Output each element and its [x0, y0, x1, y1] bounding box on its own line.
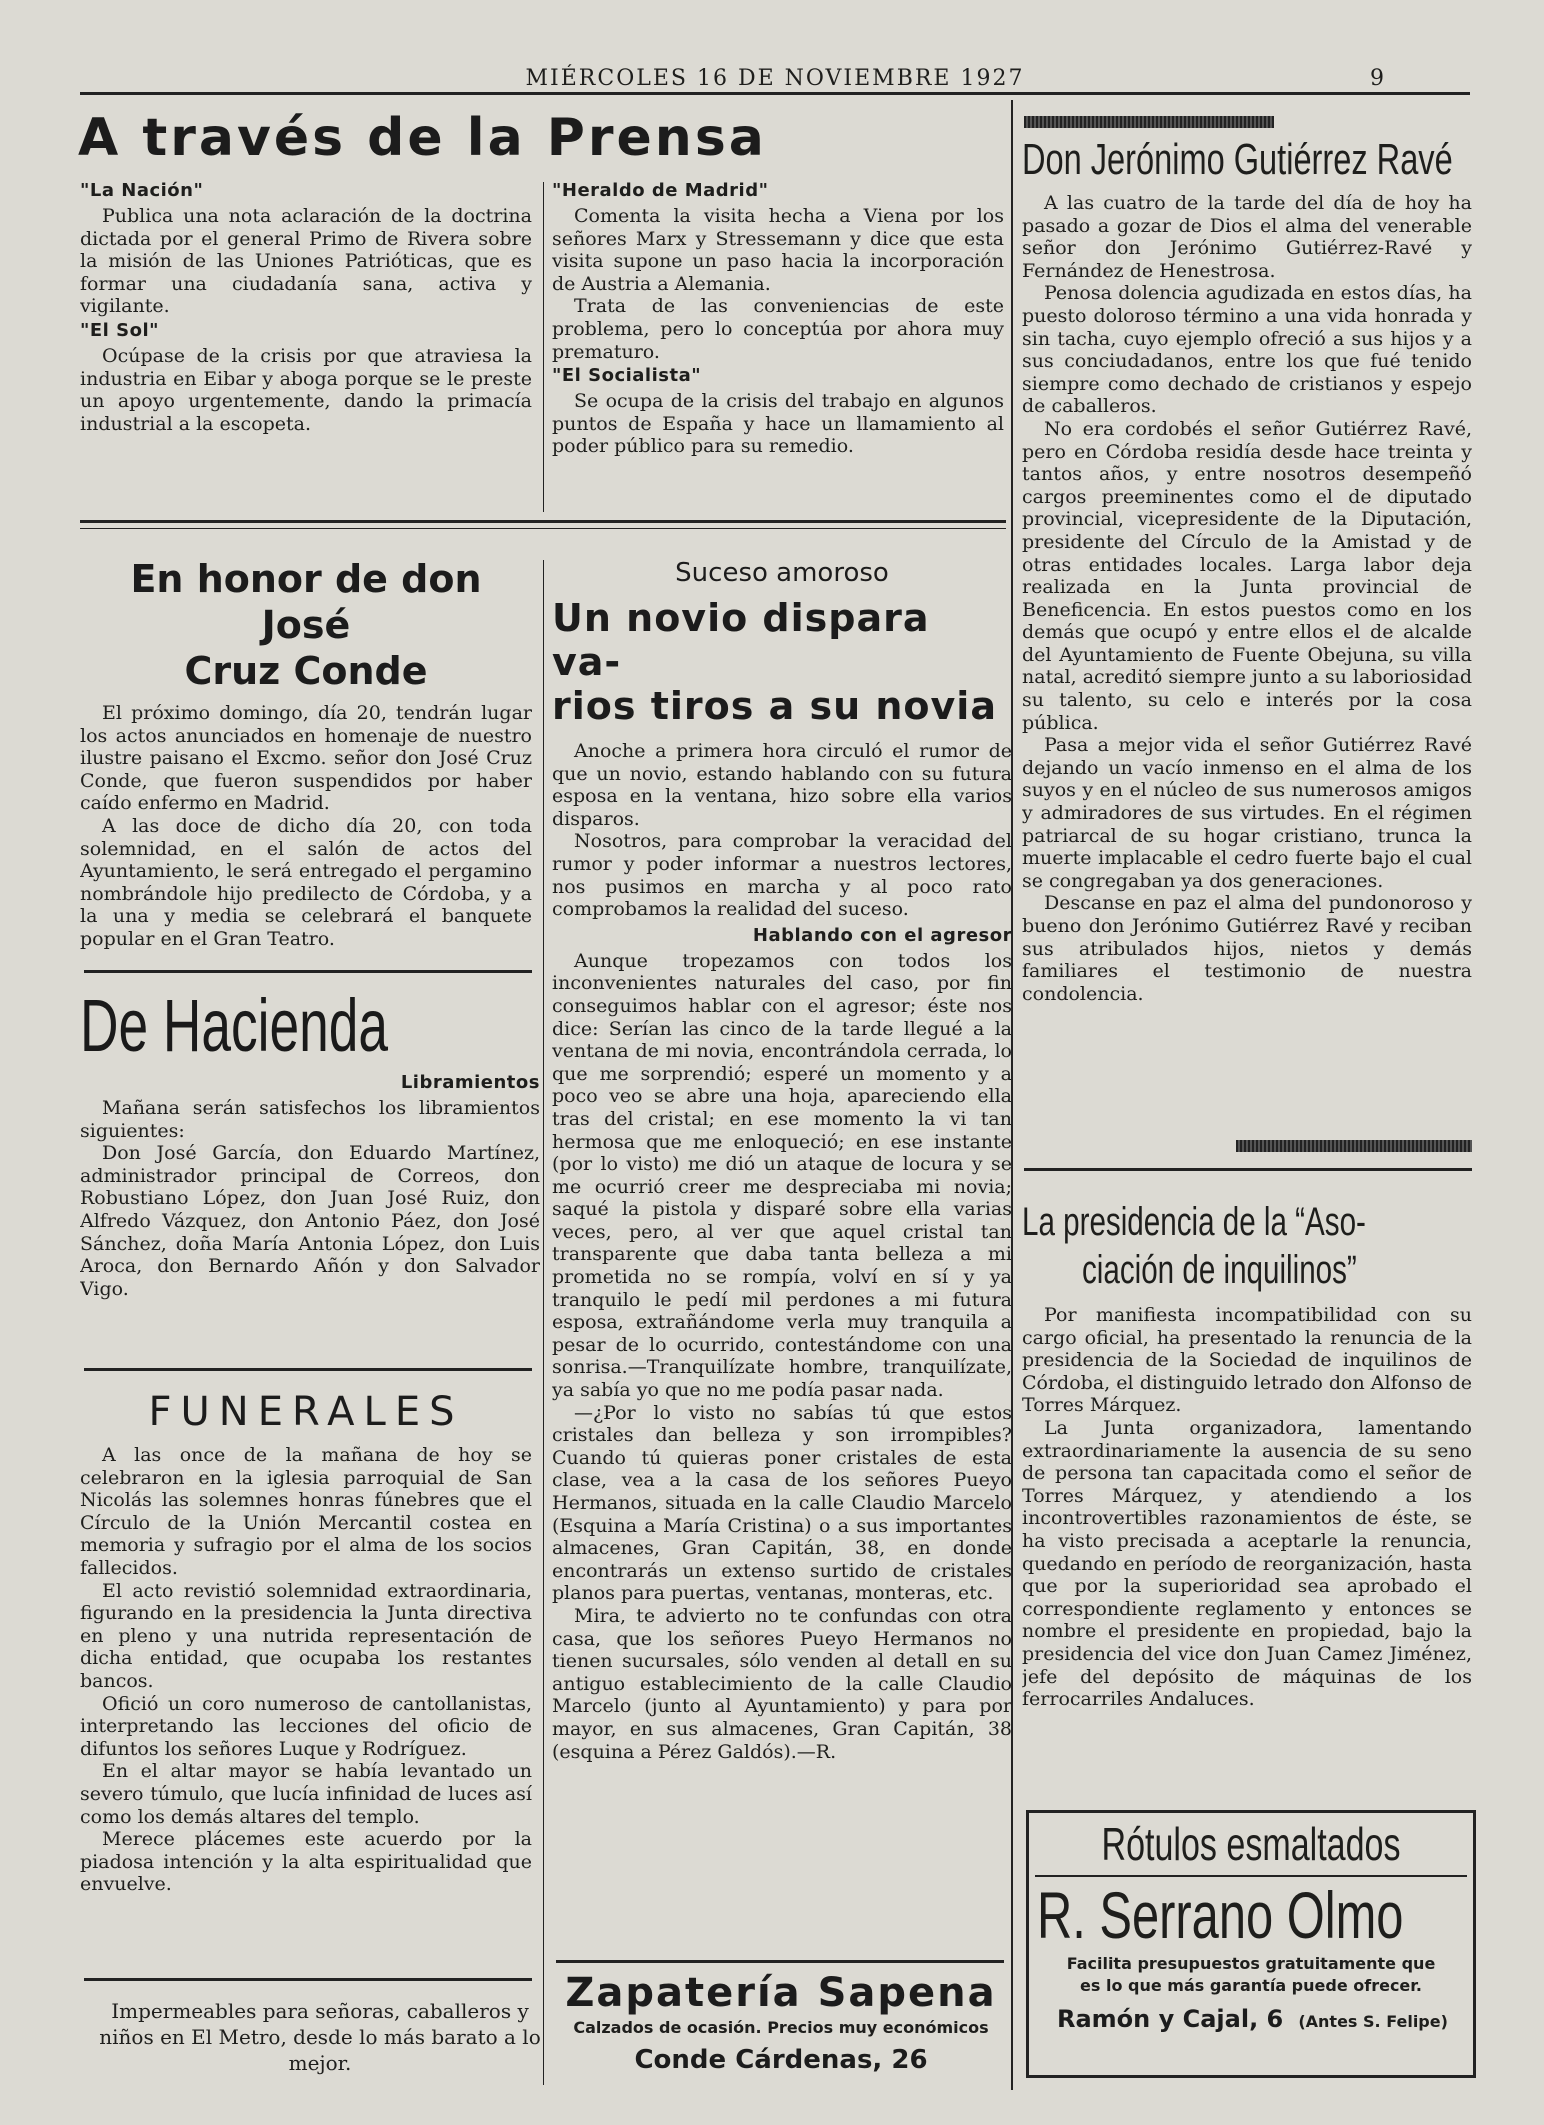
gutierrez-article — [1022, 134, 1472, 1124]
sol-text: Ocúpase de la crisis por que atraviesa la industria en Eibar y aboga porque se le preste un apoyo urgentemente, dando la primacía industrial a la escopeta. — [80, 344, 532, 435]
funerales-p2: El acto revistió solemnidad extraordinaria, figurando en la presidencia la Junta directiva en pleno y una nutrida representación de dicha entidad, que ocupaba los restantes bancos. — [80, 1579, 532, 1692]
page-number: 9 — [1370, 66, 1384, 91]
impermeables-text: Impermeables para señoras, caballeros y niños en El Metro, desde lo más barato a lo mejor. — [99, 1999, 541, 2075]
rotulos-address: Ramón y Cajal, 6 — [1057, 2005, 1284, 2033]
inquilinos-article — [1022, 1198, 1472, 1760]
gutierrez-p1: A las cuatro de la tarde del día de hoy ha pasado a gozar de Dios el alma del venerable señor don Jerónimo Gutiérrez-Ravé y Fernández de Henestrosa. — [1022, 192, 1472, 282]
masthead-rule — [80, 92, 1470, 95]
paper-name-socialista: "El Socialista" — [552, 365, 702, 387]
hacienda-p2: Don José García, don Eduardo Martínez, administrador principal de Correos, don Robustiano López, don Juan José Ruiz, don Alfredo Vázquez, don Antonio Páez, don José Sánchez, doña María Antonia López, don Luis Aroca, don Bernardo Añón y don Salvador Vigo. — [80, 1142, 540, 1300]
rotulos-address-row — [1029, 2005, 1473, 2033]
funerales-p4: En el altar mayor se había levantado un severo túmulo, que lucía infinidad de luces así como los demás altares del templo. — [80, 1760, 532, 1828]
prensa-title-block — [78, 108, 1008, 168]
gutierrez-end-bar — [1236, 1140, 1472, 1152]
suceso-p4: —¿Por lo visto no sabías tú que estos cristales dan belleza y son irrompibles? Cuando tú quieras poner cristales de esta clase, vea a la casa de los señores Pueyo Hermanos, situada en la calle Claudio Marcelo (Esquina a María Cristina) o a sus importantes almacenes, Gran Capitán, 38, en donde encontrarás un extenso surtido de cristales planos para puertas, ventanas, monteras, etc. — [552, 1401, 1012, 1605]
gutierrez-rule — [1024, 1168, 1472, 1171]
suceso-kicker: Suceso amoroso — [675, 558, 889, 588]
sapena-address: Conde Cárdenas, 26 — [634, 2045, 928, 2075]
prensa-right-column — [552, 178, 1004, 508]
funerales-p5: Merece plácemes este acuerdo por la piadosa intención y la alta espiritualidad que envuelve. — [80, 1828, 532, 1896]
gutierrez-decor-bar — [1024, 116, 1274, 128]
gutierrez-p3: No era cordobés el señor Gutiérrez Ravé, pero en Córdoba residía desde hace treinta y tantos años, y entre nosotros desempeñó cargos preeminentes como el de diputado provincial, vicepresidente de la Diputación, presidente del Círculo de la Amistad y de otras entidades locales. Larga labor deja realizada en la Junta provincial de Beneficencia. En estos puestos como en los demás que ocupó y entre ellos el de alcalde del Ayuntamiento de Fuente Obejuna, su villa natal, acreditó siempre junto a su laboriosidad su talento, su celo e interés por la cosa pública. — [1022, 417, 1472, 734]
suceso-p2: Nosotros, para comprobar la veracidad del rumor y poder informar a nuestros lectores, nos pusimos en marcha y al poco rato comprobamos la realidad del suceso. — [552, 830, 1012, 921]
suceso-article — [552, 556, 1012, 1966]
cruz-conde-rule — [84, 970, 532, 973]
paper-name-sol: "El Sol" — [80, 319, 159, 341]
funerales-title: FUNERALES — [148, 1389, 464, 1435]
column-divider-middle — [543, 560, 544, 2085]
prensa-title: A través de la Prensa — [78, 108, 767, 168]
inquilinos-p2: La Junta organizadora, lamentando extraordinariamente la ausencia de su seno de persona tan capacitada como el señor de Torres Márquez, y atendiendo a los incontrovertibles razonamientos de éste, se ha visto precisada a aceptarle la renuncia, quedando en período de reorganización, hasta que por la superioridad sea aprobado el correspondiente reglamento y entonces se nombre el presidente en propiedad, bajo la presidencia del vice don Juan Camez Jiménez, jefe del depósito de máquinas de los ferrocarriles Andaluces. — [1022, 1416, 1472, 1711]
heraldo-text-2: Trata de las conveniencias de este problema, pero lo conceptúa por ahora muy prematuro. — [552, 295, 1004, 363]
sapena-ad — [556, 1970, 1006, 2088]
suceso-p1: Anoche a primera hora circuló el rumor de que un novio, estando hablando con su futura esposa en la ventana, hizo sobre ella varios disparos. — [552, 740, 1012, 830]
heraldo-text-1: Comenta la visita hecha a Viena por los señores Marx y Stressemann y dice que esta visita supone un paso hacia la incorporación de Austria a Alemania. — [552, 205, 1004, 295]
cruz-conde-title-1: En honor de don José — [130, 557, 482, 647]
inquilinos-title-2: ciación de inquilinos” — [1082, 1248, 1357, 1292]
rotulos-headline: Rótulos esmaltados — [1101, 1818, 1401, 1870]
impermeables-ad — [90, 1998, 550, 2088]
gutierrez-p4: Pasa a mejor vida el señor Gutiérrez Ravé dejando un vacío inmenso en el alma de los suyos y en el núcleo de sus numerosos amigos y admiradores de sus virtudes. En el régimen patriarcal de su hogar cristiano, trunca la muerte implacable el cedro fuerte bajo el cual se congregaban ya dos generaciones. — [1022, 734, 1472, 892]
sapena-name: Zapatería Sapena — [565, 1970, 997, 2016]
rotulos-name: R. Serrano Olmo — [1037, 1878, 1404, 1952]
cruz-conde-title-2: Cruz Conde — [184, 649, 428, 693]
rotulos-line-2: es lo que más garantía puede ofrecer. — [1080, 1976, 1422, 1995]
inquilinos-title-1: La presidencia de la “Aso- — [1022, 1200, 1366, 1244]
gutierrez-p5: Descanse en paz el alma del pundonoroso y bueno don Jerónimo Gutiérrez Ravé y reciban sus atribulados hijos, nietos y demás familiares el testimonio de nuestra condolencia. — [1022, 892, 1472, 1005]
cruz-conde-p2: A las doce de dicho día 20, con toda solemnidad, en el salón de actos del Ayuntamiento, le será entregado el pergamino nombrándole hijo predilecto de Córdoba, y a la una y media se celebrará el banquete popular en el Gran Teatro. — [80, 814, 532, 950]
suceso-title-2: rios tiros a su novia — [552, 684, 997, 728]
paper-name-nacion: "La Nación" — [80, 180, 204, 201]
socialista-text: Se ocupa de la crisis del trabajo en algunos puntos de España y hace un llamamiento al poder público para su remedio. — [552, 390, 1004, 458]
inquilinos-p1: Por manifiesta incompatibilidad con su cargo oficial, ha presentado la renuncia de la presidencia de la Sociedad de inquilinos de Córdoba, el distinguido letrado don Alfonso de Torres Márquez. — [1022, 1304, 1472, 1417]
hacienda-title: De Hacienda — [80, 986, 389, 1066]
gutierrez-p2: Penosa dolencia agudizada en estos días, ha puesto doloroso término a una vida honrada y sin tacha, cuyo ejemplo ofreció a sus hijos y a sus conciudadanos, entre los que fué tenido siempre como dechado de cristianos y espejo de caballeros. — [1022, 282, 1472, 418]
hacienda-rule — [84, 1368, 532, 1371]
hacienda-subtitle: Libramientos — [400, 1072, 540, 1093]
funerales-p1: A las once de la mañana de hoy se celebraron en la iglesia parroquial de San Nicolás las solemnes honras fúnebres que el Círculo de la Unión Mercantil costea en memoria y sufragio por el alma de los socios fallecidos. — [80, 1444, 532, 1579]
cruz-conde-article — [80, 556, 532, 956]
suceso-p3: Aunque tropezamos con todos los inconvenientes naturales del caso, por fin conseguimos hablar con el agresor; éste nos dice: Serían las cinco de la tarde llegué a la ventana de mi novia, encontrándola cerrada, lo que me sorprendió; esperé un momento y a poco veo se abre una hoja, apareciendo ella tras del cristal; en ese momento la vi tan hermosa que me enloqueció; en ese instante (por lo visto) me dió un ataque de locura y se me ocurrió creer me despreciaba mi novia; saqué la pistola y disparé sobre ella varias veces, pero, al ver que aquel cristal tan transparente que daba tanta belleza a mi prometida no se rompía, volví en sí y ya tranquilo le pedí mil perdones a mi futura esposa, extrañándome verla muy tranquila a pesar de lo ocurrido, contestándome con una sonrisa.—Tranquilízate hombre, tranquilízate, ya sabía yo que no me podía pasar nada. — [552, 949, 1012, 1402]
gutierrez-title: Don Jerónimo Gutiérrez Ravé — [1022, 135, 1453, 184]
prensa-left-column — [80, 178, 532, 508]
dateline: MIÉRCOLES 16 DE NOVIEMBRE 1927 — [525, 66, 1025, 91]
funerales-rule — [84, 1978, 532, 1981]
column-divider-prensa — [543, 182, 544, 512]
suceso-rule — [556, 1960, 1004, 1963]
cruz-conde-p1: El próximo domingo, día 20, tendrán lugar los actos anunciados en homenaje de nuestro ilustre paisano el Excmo. señor don José Cruz Conde, que fueron suspendidos por haber caído enfermo en Madrid. — [80, 702, 532, 815]
rotulos-note: (Antes S. Felipe) — [1298, 2012, 1448, 2031]
rotulos-line-1: Facilita presupuestos gratuitamente que — [1066, 1954, 1436, 1973]
funerales-p3: Ofició un coro numeroso de cantollanistas, interpretando las lecciones del oficio de difuntos los señores Luque y Rodríguez. — [80, 1692, 532, 1760]
funerales-article — [80, 1386, 532, 1962]
prensa-bottom-rule — [80, 520, 1006, 523]
rotulos-ad — [1026, 1810, 1476, 2078]
prensa-bottom-rule-thin — [80, 528, 1006, 529]
nacion-text: Publica una nota aclaración de la doctrina dictada por el general Primo de Rivera sobre la misión de las Uniones Patrióticas, que es formar una ciudadanía sana, activa y vigilante. — [80, 205, 532, 318]
suceso-title-1: Un novio dispara va- — [552, 596, 930, 684]
hacienda-article — [80, 1070, 540, 1370]
suceso-subtitle: Hablando con el agresor — [752, 924, 1012, 946]
hacienda-title-block — [80, 986, 532, 1066]
sapena-line: Calzados de ocasión. Precios muy económicos — [573, 2018, 989, 2037]
hacienda-p1: Mañana serán satisfechos los libramientos siguientes: — [80, 1097, 540, 1142]
paper-name-heraldo: "Heraldo de Madrid" — [552, 180, 769, 201]
suceso-p5: Mira, te advierto no te confundas con otra casa, que los señores Pueyo Hermanos no tienen sucursales, sólo venden al detall en su antiguo establecimiento de la calle Claudio Marcelo (junto al Ayuntamiento) y para por mayor, en sus almacenes, Gran Capitán, 38 (esquina a Pérez Galdós).—R. — [552, 1604, 1012, 1763]
